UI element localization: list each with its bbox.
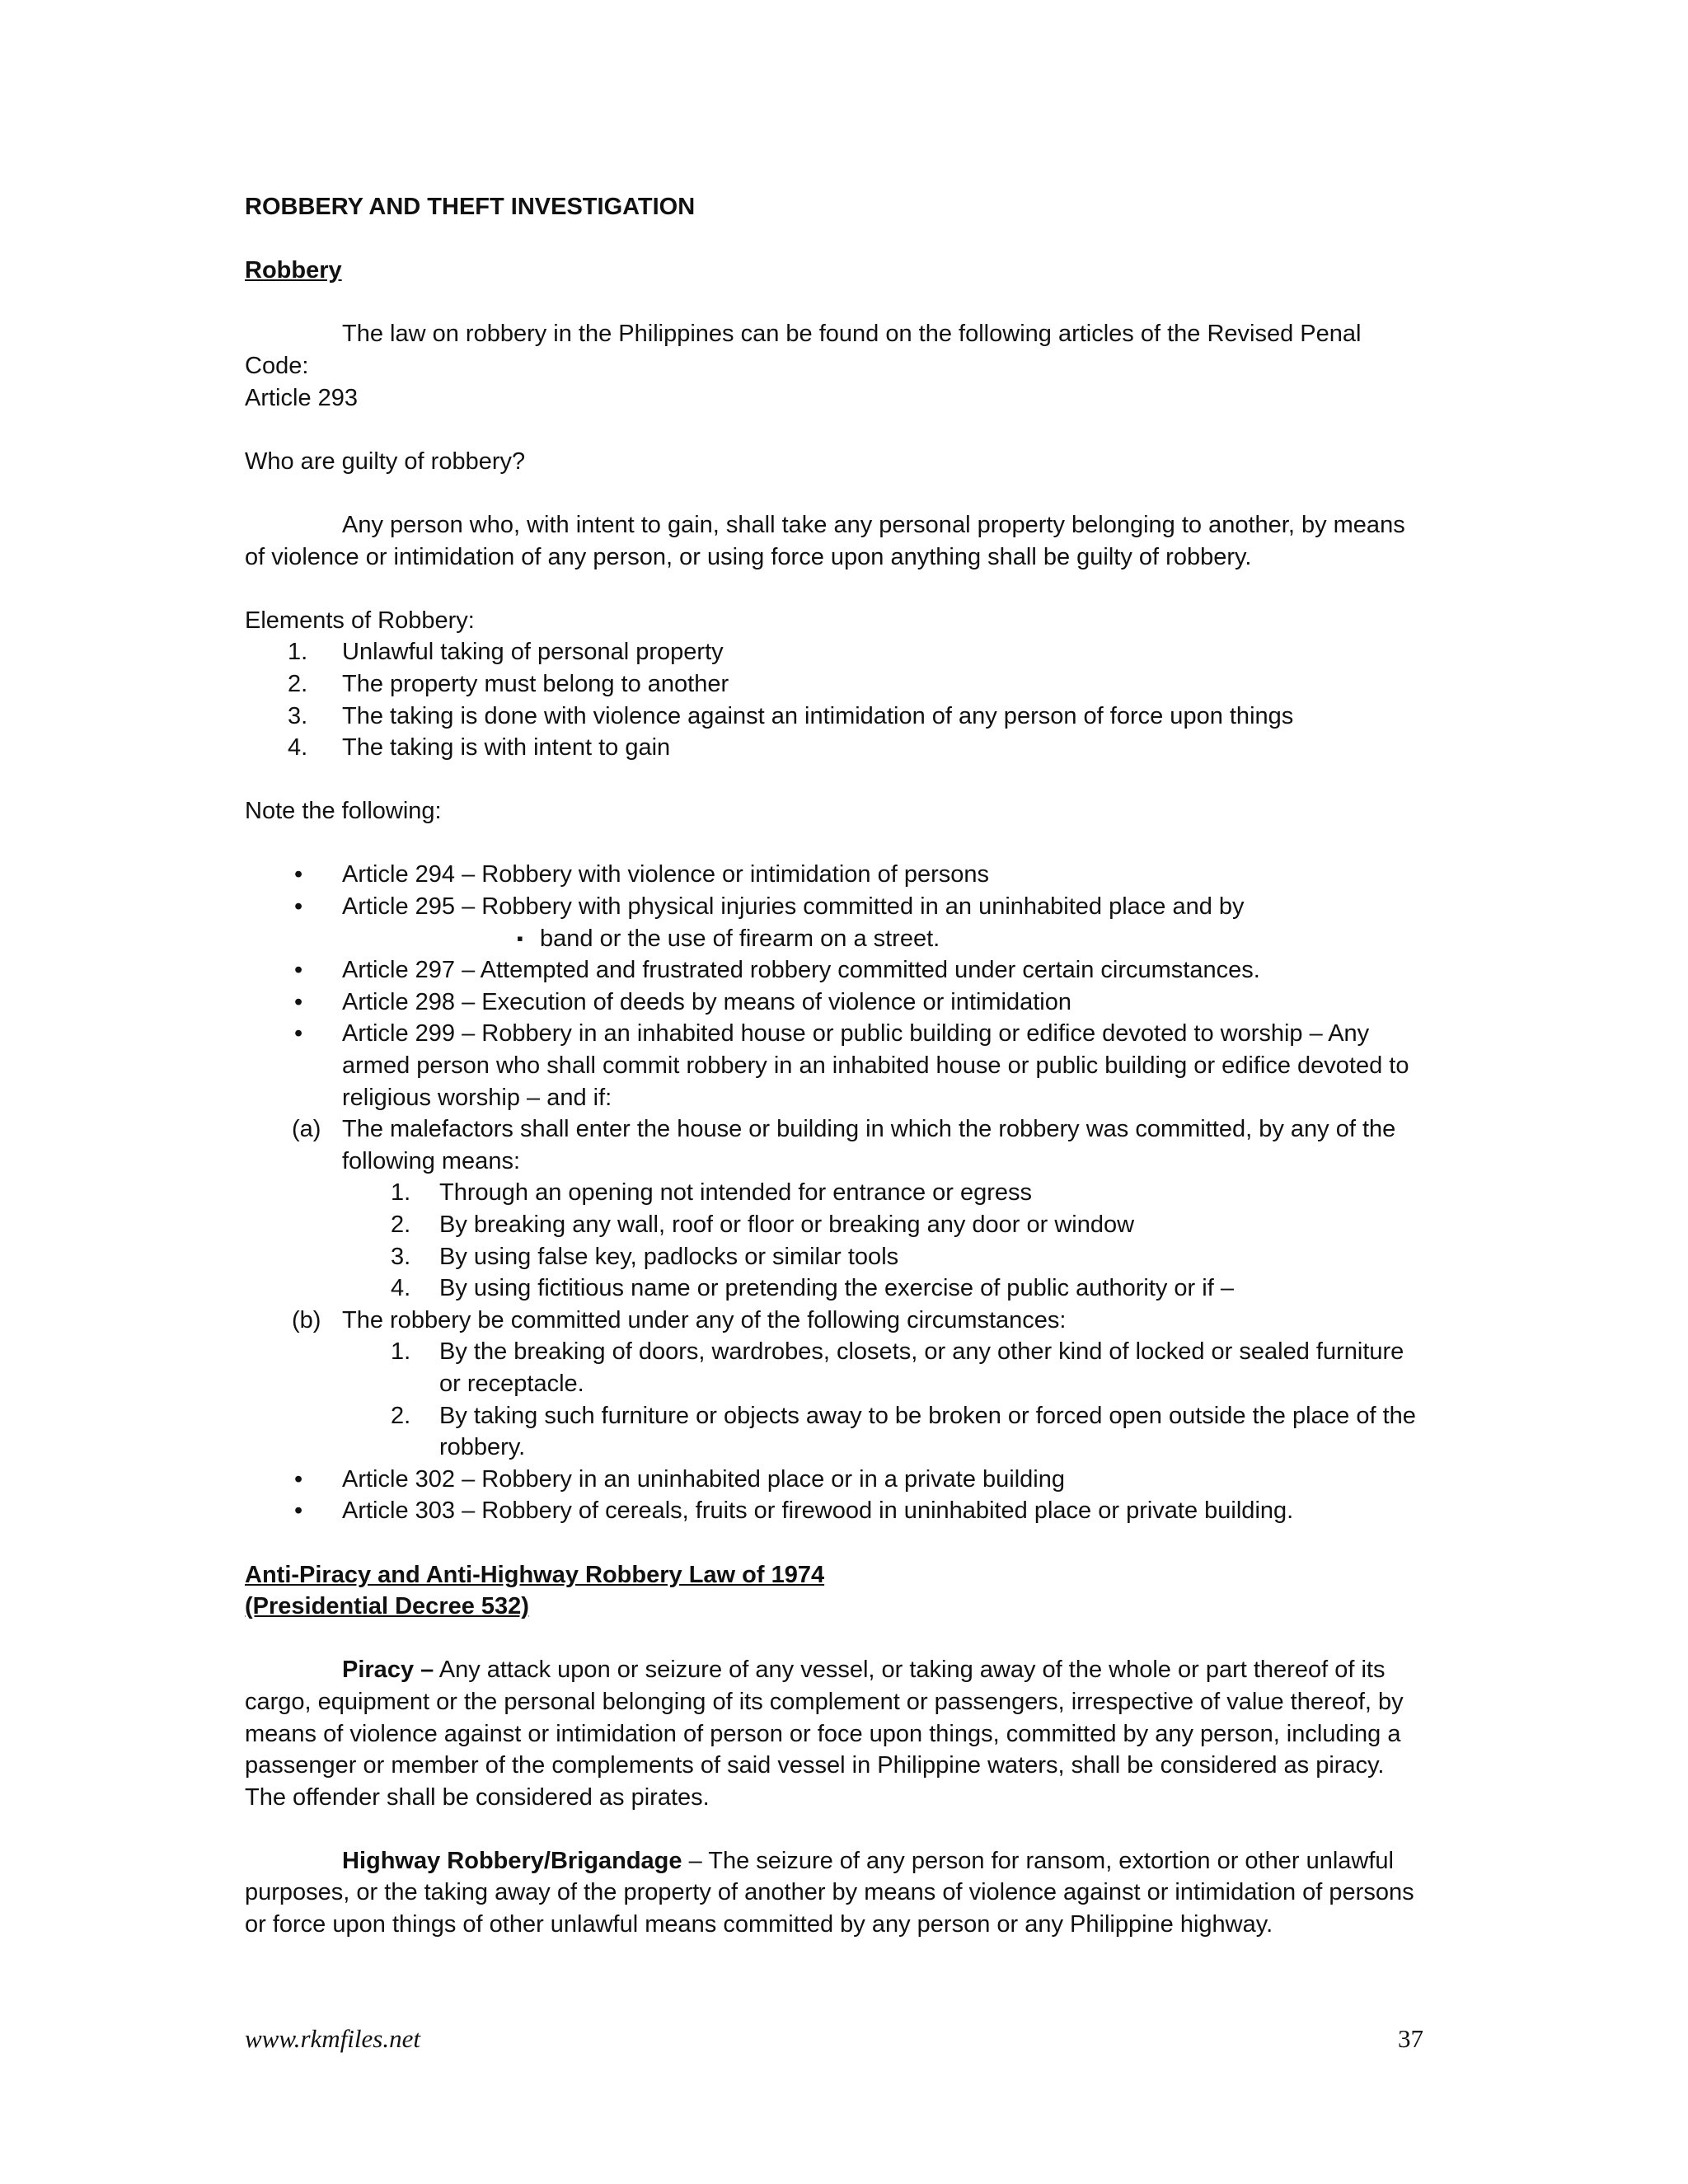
bullet-icon: • — [294, 1020, 303, 1047]
note-heading: Note the following: — [245, 798, 442, 825]
list-number: 3. — [391, 1243, 411, 1270]
bullet-icon: • — [294, 957, 303, 984]
list-item-text: The taking is done with violence against an intimidation of any person of force upon things — [342, 702, 1294, 729]
section-heading-piracy: Anti-Piracy and Anti-Highway Robbery Law of 1974 — [245, 1561, 825, 1588]
list-number: 1. — [288, 639, 308, 666]
list-item — [245, 732, 1423, 764]
list-item — [245, 1113, 1423, 1177]
intro-article: Article 293 — [245, 384, 359, 411]
list-item — [245, 1018, 1423, 1113]
list-item-text: The robbery be committed under any of the following circumstances: — [342, 1306, 1067, 1333]
list-item-text: Through an opening not intended for entrance or egress — [439, 1179, 1033, 1207]
list-item-text: By taking such furniture or objects away to be broken or forced open outside the place of the robbery. — [439, 1402, 1416, 1461]
term-piracy: Piracy – — [342, 1657, 434, 1684]
footer-website: www.rkmfiles.net — [245, 2024, 420, 2053]
list-number: 4. — [288, 734, 308, 762]
list-item — [245, 1241, 1423, 1273]
question-text: Who are guilty of robbery? — [245, 448, 526, 475]
bullet-icon: • — [294, 988, 303, 1015]
list-item-text: By using fictitious name or pretending the exercise of public authority or if – — [439, 1275, 1234, 1302]
term-highway-robbery: Highway Robbery/Brigandage — [342, 1847, 682, 1874]
list-number: 1. — [391, 1179, 411, 1207]
list-item — [245, 987, 1423, 1019]
list-number: 2. — [288, 670, 308, 697]
list-item — [245, 859, 1423, 891]
list-label: (a) — [292, 1116, 321, 1143]
list-item-text: Article 294 – Robbery with violence or intimidation of persons — [342, 861, 990, 888]
piracy-definition: Any attack upon or seizure of any vessel, or taking away of the whole or part thereof of its cargo, equipment or the personal belonging of its complement or passengers, irrespective of value thereof, by means of violence against or intimidation of person or foce upon things, committed by any person, including a passenger or member of the complements of said vessel in Philippine waters, shall be considered as piracy. The offender shall be considered as pirates. — [245, 1657, 1404, 1811]
page-content — [245, 191, 1423, 1941]
highway-definition: – The seizure of any person for ransom, extortion or other unlawful purposes, or the taking away of the property of another by means of violence against or intimidation of persons or force upon things of other unlawful means committed by any person or any Philippine highway. — [245, 1847, 1414, 1938]
notes-list — [245, 859, 1423, 1526]
elements-list — [245, 636, 1423, 763]
page-title: ROBBERY AND THEFT INVESTIGATION — [245, 194, 696, 220]
list-item-text: The property must belong to another — [342, 670, 729, 697]
section-heading-robbery: Robbery — [245, 257, 342, 284]
list-item-text: Article 299 – Robbery in an inhabited house or public building or edifice devoted to worship – Any armed person who shall commit robbery in an inhabited house or public building or edifice devoted to religious worship – and if: — [342, 1020, 1409, 1111]
page-number: 37 — [1398, 2024, 1423, 2053]
list-number: 2. — [391, 1212, 411, 1238]
list-item — [245, 668, 1423, 701]
list-label: (b) — [292, 1306, 321, 1333]
list-number: 2. — [391, 1402, 411, 1429]
elements-heading: Elements of Robbery: — [245, 607, 475, 634]
list-number: 1. — [391, 1338, 411, 1366]
list-item-text: The taking is with intent to gain — [342, 734, 671, 762]
list-number: 3. — [288, 702, 308, 729]
list-item-text: By using false key, padlocks or similar tools — [439, 1243, 899, 1270]
list-item-text: Article 295 – Robbery with physical injuries committed in an uninhabited place and by — [342, 893, 1245, 921]
page-footer — [245, 2024, 1423, 2057]
list-item — [245, 1305, 1423, 1337]
square-bullet-icon: ▪ — [517, 927, 523, 949]
list-item — [245, 1177, 1423, 1209]
list-item-text: Article 303 – Robbery of cereals, fruits or firewood in uninhabited place or private building. — [342, 1497, 1294, 1525]
list-item-text: Article 298 – Execution of deeds by means of violence or intimidation — [342, 988, 1071, 1015]
list-item-text: Article 297 – Attempted and frustrated robbery committed under certain circumstances. — [342, 957, 1260, 984]
list-item — [245, 1336, 1423, 1399]
list-item — [245, 891, 1423, 923]
list-item — [245, 636, 1423, 668]
list-item — [245, 923, 1423, 955]
list-item — [245, 954, 1423, 987]
list-item — [245, 1464, 1423, 1496]
list-item-text: By breaking any wall, roof or floor or breaking any door or window — [439, 1212, 1135, 1238]
highway-paragraph — [245, 1845, 1423, 1941]
bullet-icon: • — [294, 1465, 303, 1493]
list-item-text: Article 302 – Robbery in an uninhabited place or in a private building — [342, 1465, 1066, 1493]
section-subheading-piracy: (Presidential Decree 532) — [245, 1593, 529, 1620]
list-item — [245, 1495, 1423, 1527]
bullet-icon: • — [294, 861, 303, 888]
list-number: 4. — [391, 1275, 411, 1302]
intro-paragraph: The law on robbery in the Philippines can be found on the following articles of the Revised Penal Code: — [245, 321, 1362, 379]
list-item — [245, 1272, 1423, 1305]
definition-paragraph: Any person who, with intent to gain, shall take any personal property belonging to another, by means of violence or intimidation of any person, or using force upon anything shall be guilty of robbery. — [245, 511, 1405, 570]
list-item-text: band or the use of firearm on a street. — [540, 925, 940, 952]
list-item — [245, 701, 1423, 733]
list-item-text: Unlawful taking of personal property — [342, 639, 724, 666]
list-item-text: The malefactors shall enter the house or building in which the robbery was committed, by any of the following means: — [342, 1116, 1396, 1174]
list-item — [245, 1400, 1423, 1464]
bullet-icon: • — [294, 1497, 303, 1525]
piracy-paragraph — [245, 1654, 1423, 1813]
bullet-icon: • — [294, 893, 303, 921]
list-item — [245, 1209, 1423, 1241]
list-item-text: By the breaking of doors, wardrobes, closets, or any other kind of locked or sealed furniture or receptacle. — [439, 1338, 1404, 1397]
